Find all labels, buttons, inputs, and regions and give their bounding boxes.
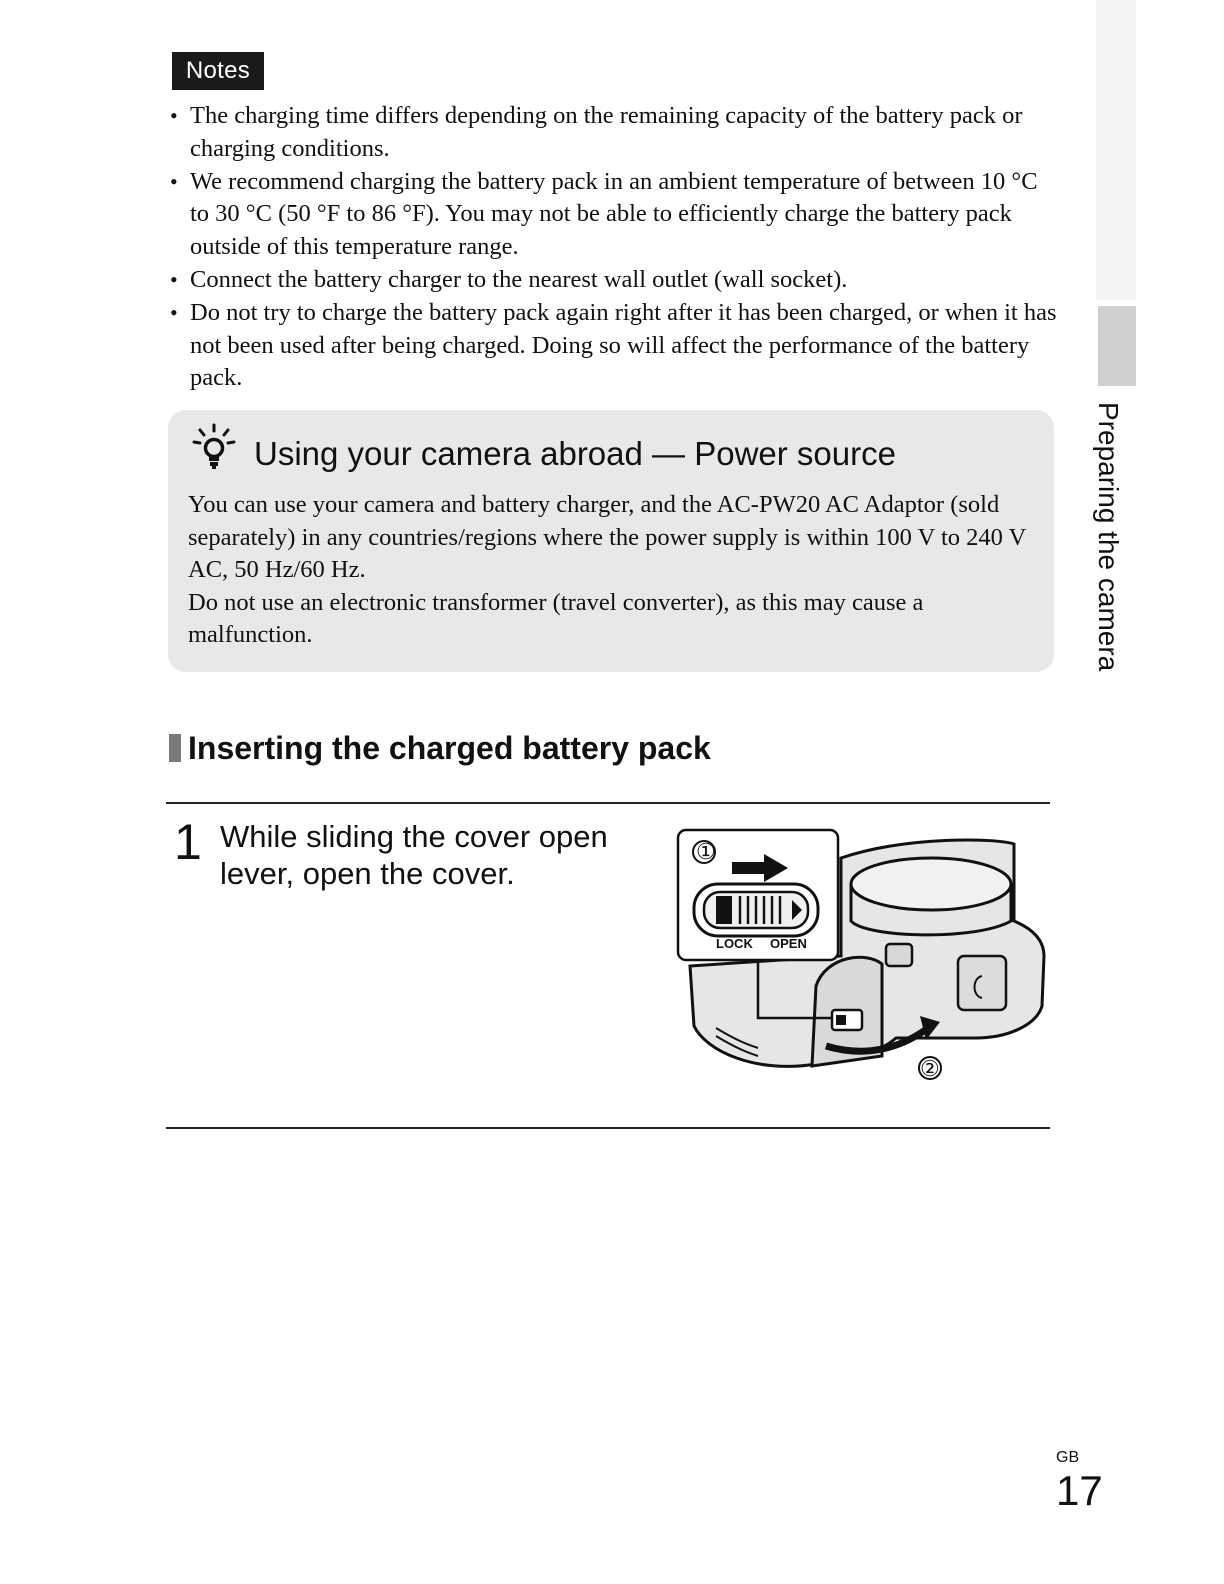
page-number: 17 — [1056, 1467, 1103, 1514]
hint-body — [188, 489, 1028, 652]
open-label: OPEN — [770, 936, 807, 951]
note-item: • Connect the battery charger to the nearest wall outlet (wall socket). — [168, 264, 1058, 297]
region-code: GB — [1056, 1449, 1080, 1466]
hint-title: Using your camera abroad — Power source — [254, 435, 896, 472]
step-marker-1: ① — [696, 839, 716, 864]
divider — [166, 802, 1050, 804]
step-text: While sliding the cover open lever, open the cover. — [220, 819, 608, 891]
divider — [166, 1127, 1050, 1129]
camera-lens — [851, 858, 1011, 910]
hint-paragraph: You can use your camera and battery charger, and the AC-PW20 AC Adaptor (sold separately) in any countries/regions where the power supply is within 100 V to 240 V AC, 50 Hz/60 Hz. — [188, 491, 1026, 583]
note-item: • The charging time differs depending on the remaining capacity of the battery pack or charging conditions. — [168, 100, 1058, 166]
section-title: Inserting the charged battery pack — [188, 730, 711, 766]
step-number: 1 — [174, 814, 202, 870]
note-item: • We recommend charging the battery pack in an ambient temperature of between 10 °C to 30 °C (50 °F to 86 °F). You may not be able to efficiently charge the battery pack outside of this temperature range. — [168, 166, 1058, 264]
section-tab-label: Preparing the camera — [1093, 402, 1124, 672]
notes-list — [168, 100, 1058, 395]
lock-label: LOCK — [716, 936, 753, 951]
step-marker-2: ② — [920, 1056, 940, 1081]
section-tab-strip — [1094, 0, 1142, 386]
camera-cover-illustration — [676, 826, 1056, 1088]
hint-paragraph: Do not use an electronic transformer (travel converter), as this may cause a malfunction. — [188, 588, 924, 648]
section-marker — [169, 734, 181, 762]
notes-badge: Notes — [172, 52, 264, 90]
note-item: • Do not try to charge the battery pack again right after it has been charged, or when it has not been used after being charged. Doing so will affect the performance of the battery pack. — [168, 297, 1058, 395]
lightbulb-icon — [190, 422, 238, 472]
